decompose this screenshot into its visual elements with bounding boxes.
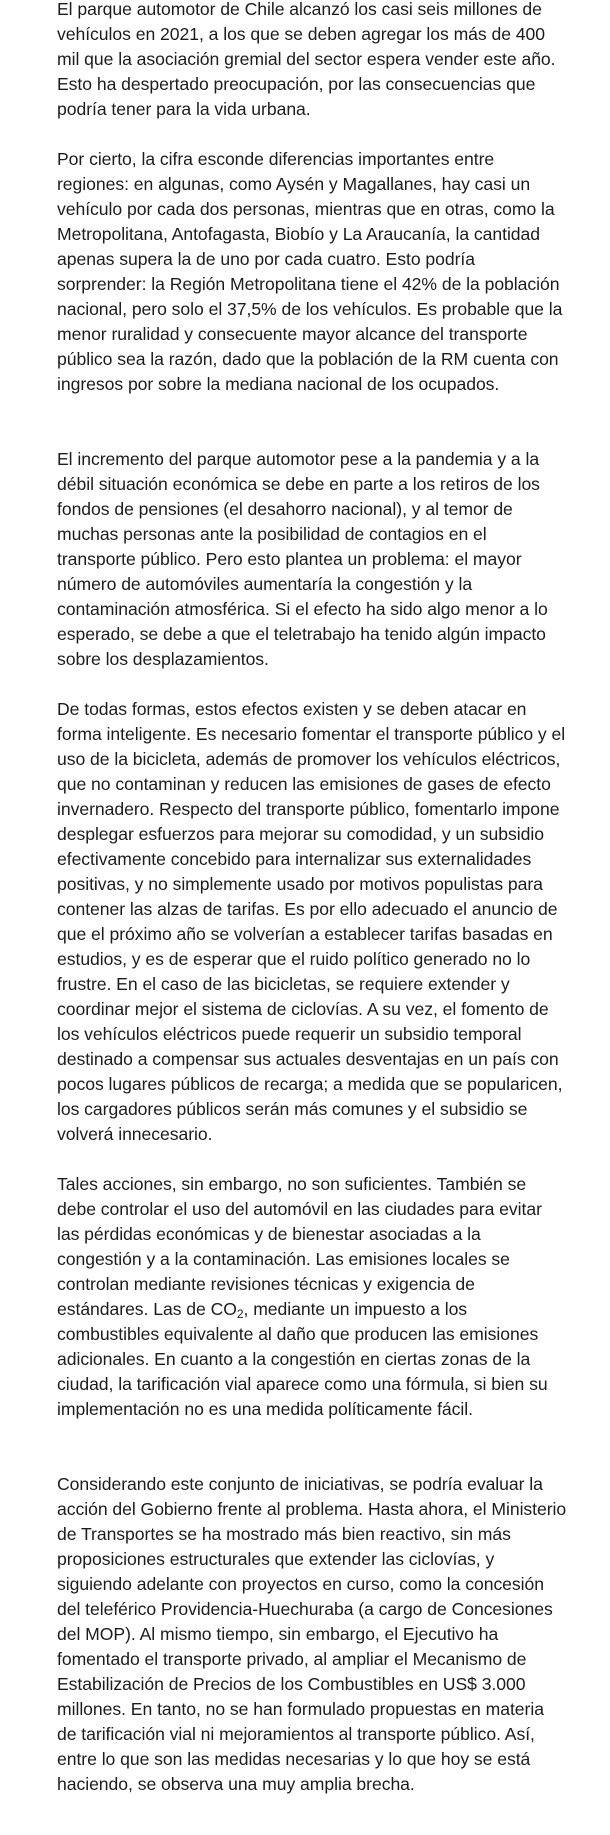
paragraph-3: El incremento del parque automotor pese a la pandemia y a la débil situación económica se debe en parte a los retiros de los fondos de pensiones (el desahorro nacional), y al temor de muchas personas ante la posibilidad de contagios en el transporte público. Pero esto plantea un problema: el mayor número de automóviles aumentaría la congestión y la contaminación atmosférica. Si el efecto ha sido algo menor a lo esperado, se debe a que el teletrabajo ha tenido algún impacto sobre los desplazamientos.	[57, 449, 548, 669]
paragraph-6: Considerando este conjunto de iniciativas, se podría evaluar la acción del Gobierno frente al problema. Hasta ahora, el Ministerio de Transportes se ha mostrado más bien reactivo, sin más proposiciones estructurales que extender las ciclovías, y siguiendo adelante con proyectos en curso, como la concesión del teleférico Providencia-Huechuraba (a cargo de Concesiones del MOP). Al mismo tiempo, sin embargo, el Ejecutivo ha fomentado el transporte privado, al ampliar el Mecanismo de Estabilización de Precios de los Combustibles en US$ 3.000 millones. En tanto, no se han formulado propuestas en materia de tarificación vial ni mejoramientos al transporte público. Así, entre lo que son las medidas necesarias y lo que hoy se está haciendo, se observa una muy amplia brecha.	[57, 1474, 567, 1794]
co2-subscript: 2	[236, 1307, 244, 1321]
paragraph-5-text-before-co2: Tales acciones, sin embargo, no son suficientes. También se debe controlar el uso del automóvil en las ciudades para evitar las pérdidas económicas y de bienestar asociadas a la congestión y a la contaminación. Las emisiones locales se controlan mediante revisiones técnicas y exigencia de estándares. Las de CO	[57, 1174, 542, 1319]
paragraph-1: El parque automotor de Chile alcanzó los casi seis millones de vehículos en 2021, a los que se deben agregar los más de 400 mil que la asociación gremial del sector espera vender este año. Esto ha despertado preocupación, por las consecuencias que podría tener para la vida urbana.	[57, 0, 556, 119]
paragraph-5	[57, 1172, 567, 1422]
paragraph-2: Por cierto, la cifra esconde diferencias importantes entre regiones: en algunas, como Aysén y Magallanes, hay casi un vehículo por cada dos personas, mientras que en otras, como la Metropolitana, Antofagasta, Biobío y La Araucanía, la cantidad apenas supera la de uno por cada cuatro. Esto podría sorprender: la Región Metropolitana tiene el 42% de la población nacional, pero solo el 37,5% de los vehículos. Es probable que la menor ruralidad y consecuente mayor alcance del transporte público sea la razón, dado que la población de la RM cuenta con ingresos por sobre la mediana nacional de los ocupados.	[57, 149, 563, 394]
paragraph-5-text-after-co2: , mediante un impuesto a los combustibles equivalente al daño que producen las emisiones adicionales. En cuanto a la congestión en ciertas zonas de la ciudad, la tarificación vial aparece como una fórmula, si bien su implementación no es una medida políticamente fácil.	[57, 1299, 548, 1419]
paragraph-4: De todas formas, estos efectos existen y se deben atacar en forma inteligente. Es necesario fomentar el transporte público y el uso de la bicicleta, además de promover los vehículos eléctricos, que no contaminan y reducen las emisiones de gases de efecto invernadero. Respecto del transporte público, fomentarlo impone desplegar esfuerzos para mejorar su comodidad, y un subsidio efectivamente concebido para internalizar sus externalidades positivas, y no simplemente usado por motivos populistas para contener las alzas de tarifas. Es por ello adecuado el anuncio de que el próximo año se volverían a establecer tarifas basadas en estudios, y es de esperar que el ruido político generado no lo frustre. En el caso de las bicicletas, se requiere extender y coordinar mejor el sistema de ciclovías. A su vez, el fomento de los vehículos eléctricos puede requerir un subsidio temporal destinado a compensar sus actuales desventajas en un país con pocos lugares públicos de recarga; a medida que se popularicen, los cargadores públicos serán más comunes y el subsidio se volverá innecesario.	[57, 699, 566, 1144]
